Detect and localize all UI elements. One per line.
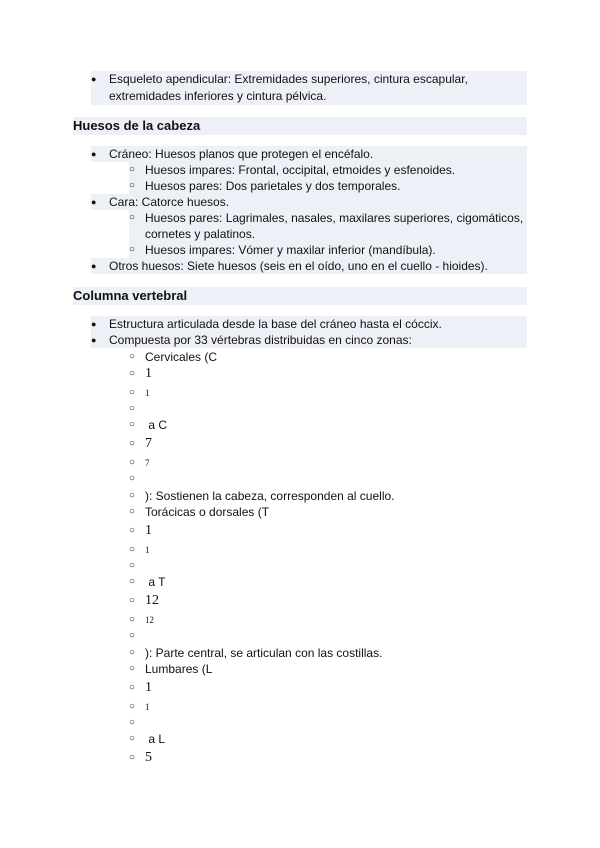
sub-item: Torácicas o dorsales (T: [145, 505, 270, 519]
sub-item: 7: [145, 436, 152, 451]
sub-item: 12: [145, 615, 154, 625]
sub-item: Cervicales (C: [145, 350, 218, 364]
bullet-dot: ●: [91, 261, 97, 271]
item-cara-pares-line-2: cornetes y palatinos.: [145, 227, 256, 241]
sub-item: 1: [145, 366, 152, 381]
bullet-dot: ●: [91, 149, 97, 159]
intro-line-1: Esqueleto apendicular: Extremidades superiores, cintura escapular,: [109, 72, 468, 86]
bullet-circle: ○: [129, 473, 136, 484]
sub-item: 1: [145, 702, 150, 712]
sub-item: 1: [145, 545, 150, 555]
sub-item: 12: [145, 593, 159, 608]
sub-item: ): Sostienen la cabeza, corresponden al cuello.: [145, 489, 395, 503]
bullet-circle: ○: [129, 490, 136, 501]
sub-item: a L: [145, 732, 166, 746]
section-heading-cabeza: Huesos de la cabeza: [73, 117, 527, 135]
bullet-circle: ○: [129, 419, 136, 430]
intro-line-2: extremidades inferiores y cintura pélvica.: [109, 89, 327, 103]
bullet-dot: ●: [91, 74, 97, 84]
bullet-circle: ○: [129, 368, 136, 379]
bullet-circle: ○: [129, 647, 136, 658]
bullet-circle: ○: [129, 351, 136, 362]
item-craneo-pares: Huesos pares: Dos parietales y dos temporales.: [145, 179, 401, 193]
bullet-circle: ○: [129, 576, 136, 587]
bullet-circle: ○: [129, 525, 136, 536]
sub-item: a T: [145, 575, 166, 589]
bullet-dot: ●: [91, 319, 97, 329]
item-estructura: Estructura articulada desde la base del cráneo hasta el cóccix.: [109, 317, 442, 331]
bullet-circle: ○: [129, 164, 136, 175]
sub-item: 7: [145, 458, 150, 468]
sub-item: Lumbares (L: [145, 662, 213, 676]
sub-item: 1: [145, 680, 152, 695]
bullet-circle: ○: [129, 560, 136, 571]
bullet-circle: ○: [129, 544, 136, 555]
sub-item: 5: [145, 750, 152, 765]
bullet-circle: ○: [129, 701, 136, 712]
bullet-circle: ○: [129, 733, 136, 744]
item-cara: Cara: Catorce huesos.: [109, 195, 230, 209]
sub-item: a C: [145, 418, 168, 432]
bullet-circle: ○: [129, 506, 136, 517]
bullet-circle: ○: [129, 180, 136, 191]
bullet-circle: ○: [129, 438, 136, 449]
item-cara-pares-line-1: Huesos pares: Lagrimales, nasales, maxilares superiores, cigomáticos,: [145, 211, 524, 225]
bullet-dot: ●: [91, 197, 97, 207]
bullet-circle: ○: [129, 212, 136, 223]
sub-item: 1: [145, 523, 152, 538]
bullet-circle: ○: [129, 457, 136, 468]
section-heading-columna: Columna vertebral: [73, 287, 527, 305]
bullet-dot: ●: [91, 335, 97, 345]
bullet-circle: ○: [129, 614, 136, 625]
bullet-circle: ○: [129, 630, 136, 641]
bullet-circle: ○: [129, 682, 136, 693]
bullet-circle: ○: [129, 717, 136, 728]
bullet-circle: ○: [129, 663, 136, 674]
item-cara-impares: Huesos impares: Vómer y maxilar inferior (mandíbula).: [145, 243, 436, 257]
sub-item: ): Parte central, se articulan con las costillas.: [145, 646, 383, 660]
sub-item: 1: [145, 388, 150, 398]
bullet-circle: ○: [129, 595, 136, 606]
bullet-circle: ○: [129, 244, 136, 255]
item-compuesta: Compuesta por 33 vértebras distribuidas en cinco zonas:: [109, 333, 412, 347]
bullet-circle: ○: [129, 752, 136, 763]
bullet-circle: ○: [129, 403, 136, 414]
item-craneo: Cráneo: Huesos planos que protegen el encéfalo.: [109, 147, 374, 161]
item-craneo-impares: Huesos impares: Frontal, occipital, etmoides y esfenoides.: [145, 163, 456, 177]
item-otros-huesos: Otros huesos: Siete huesos (seis en el oído, uno en el cuello - hioides).: [109, 259, 488, 273]
bullet-circle: ○: [129, 387, 136, 398]
